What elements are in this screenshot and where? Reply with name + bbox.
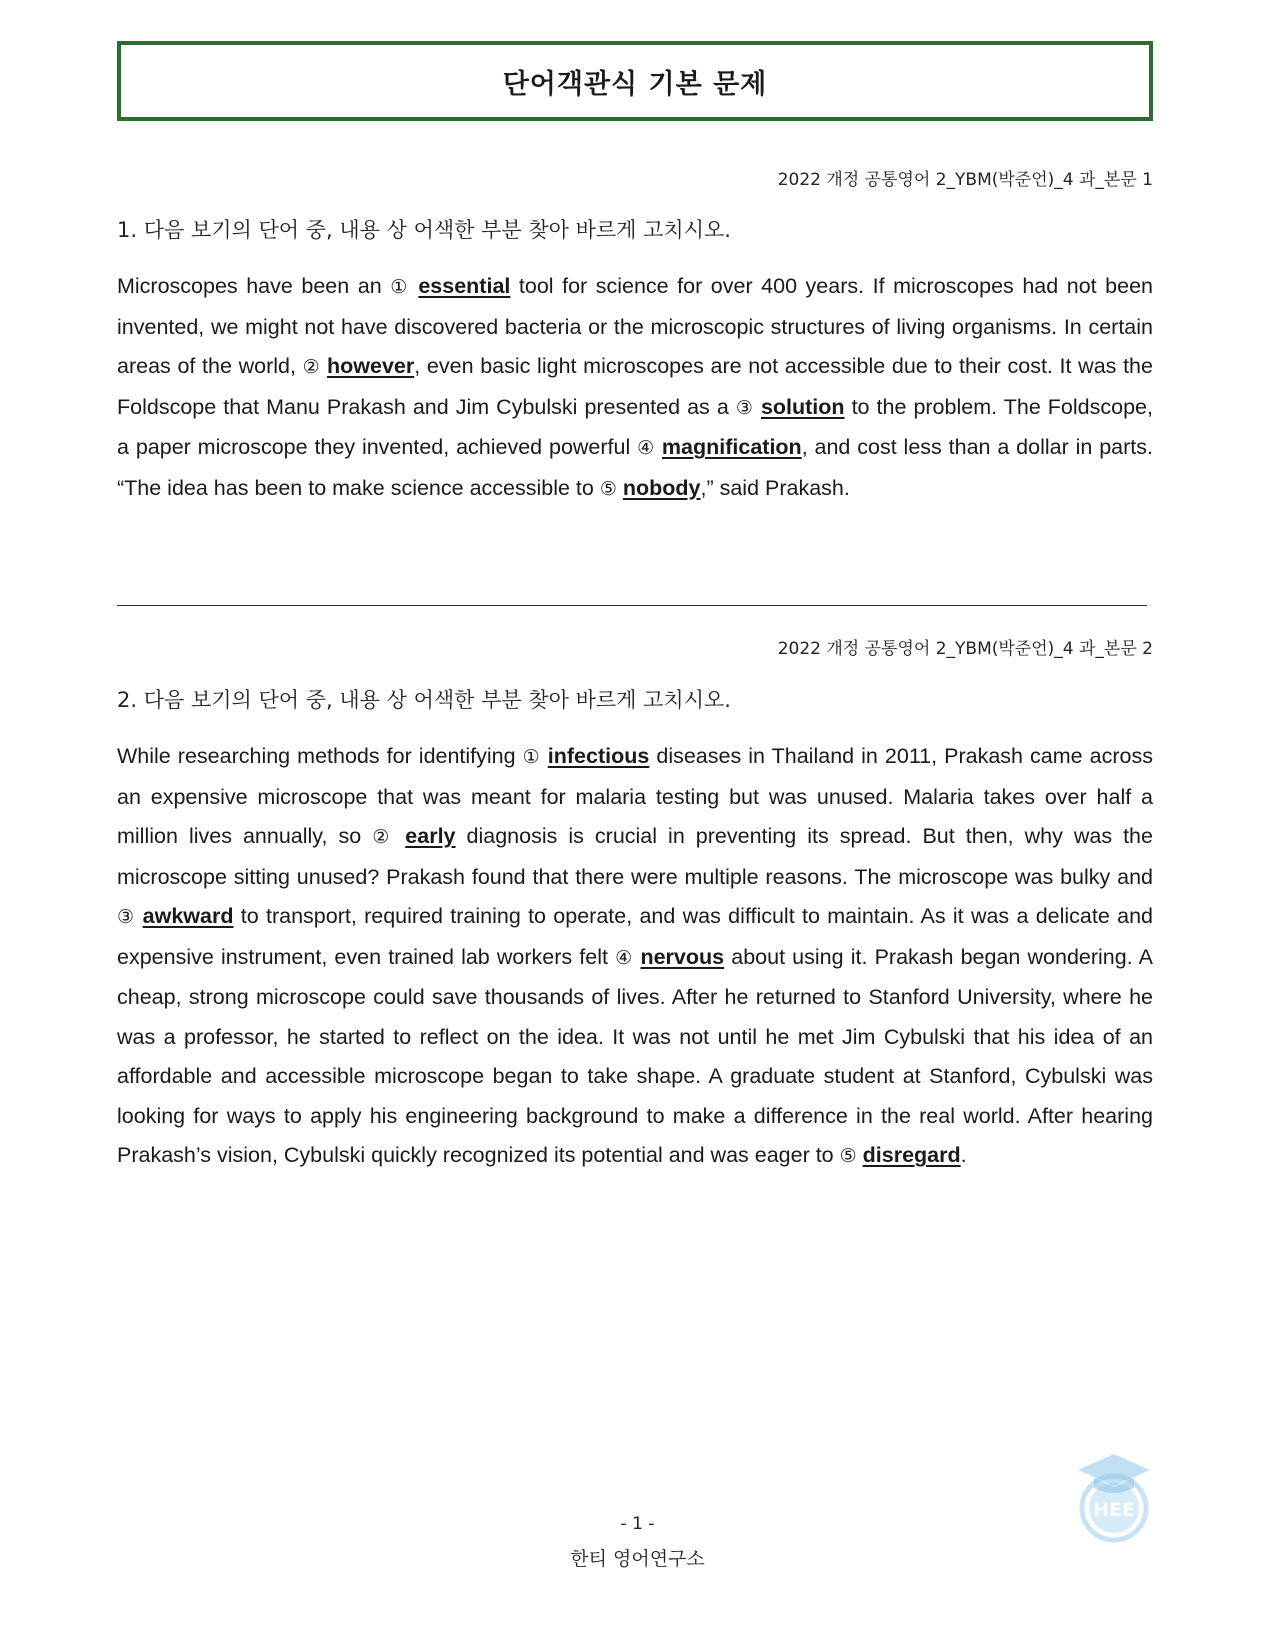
passage-text: , and cost less than a dollar in parts. “The idea has been to make science accessible to [117,435,1153,500]
question-2-prompt: 2. 다음 보기의 단어 중, 내용 상 어색한 부분 찾아 바르게 고치시오. [117,688,731,712]
choice-number: ③ [735,396,754,419]
choice-number: ② [302,356,321,378]
passage-text [135,904,142,928]
logo-text: HEE [1093,1499,1135,1521]
answer-choice-word: early [405,824,456,848]
question-1-source: 2022 개정 공통영어 2_YBM(박준언)_4 과_본문 1 [777,170,1153,190]
passage-text [655,435,662,459]
passage-text: diagnosis is crucial in preventing its spread. But then, why was the microscope sitting unused? Prakash found that there were multiple reasons. The microscope was bulky and [117,824,1153,889]
answer-choice-word: disregard [862,1143,961,1167]
question-1-prompt: 1. 다음 보기의 단어 중, 내용 상 어색한 부분 찾아 바르게 고치시오. [117,218,731,242]
section-divider [117,605,1147,606]
passage-text [541,744,548,768]
question-1-passage [117,267,1153,509]
passage-text: . [960,1143,967,1167]
answer-choice-word: infectious [547,744,650,768]
question-2-passage [117,737,1153,1177]
choice-number: ③ [117,906,136,928]
answer-choice-word: essential [418,274,511,298]
title-box [117,41,1153,121]
page-number: - 1 - [620,1514,655,1534]
passage-text: ,” said Prakash. [700,475,850,500]
passage-text: to the problem. The Foldscope, a paper microscope they invented, achieved powerful [117,394,1153,459]
choice-number: ① [522,746,541,768]
choice-number: ⑤ [839,1145,857,1167]
answer-choice-word: nobody [622,475,701,500]
passage-text: Microscopes have been an [117,274,391,298]
hee-logo [1074,1448,1154,1544]
choice-number: ⑤ [599,477,617,500]
answer-choice-word: magnification [661,435,802,459]
question-2-source: 2022 개정 공통영어 2_YBM(박준언)_4 과_본문 2 [777,639,1153,659]
footer-label: 한티 영어연구소 [570,1548,705,1570]
passage-text: , even basic light microscopes are not accessible due to their cost. It was the Foldscope that Manu Prakash and Jim Cybulski presented as a [117,354,1153,419]
passage-text: to transport, required training to operate, and was difficult to maintain. As it was a delicate and expensive instrument, even trained lab workers felt [117,904,1153,969]
passage-text [754,395,761,419]
passage-text: diseases in Thailand in 2011, Prakash came across an expensive microscope that was meant for malaria testing but was unused. Malaria takes over half a million lives annually, so [117,744,1153,848]
answer-choice-word: awkward [142,904,234,928]
passage-text [394,824,405,848]
passage-text: While researching methods for identifying [117,744,523,768]
choice-number: ① [390,276,410,298]
passage-text: tool for science for over 400 years. If microscopes had not been invented, we might not have discovered bacteria or the microscopic structures of living organisms. In certain areas of the world, [117,274,1153,378]
answer-choice-word: nervous [640,944,725,969]
choice-number: ② [372,826,395,848]
passage-text: about using it. Prakash began wondering. A cheap, strong microscope could save thousands of lives. After he returned to Stanford University, where he was a professor, he started to reflect on the idea. It was not until he met Jim Cybulski that his idea of an affordable and accessible microscope began to take shape. A graduate student at Stanford, Cybulski was looking for ways to apply his engineering background to make a difference in the real world. After hearing Prakash’s vision, Cybulski quickly recognized its potential and was eager to [117,944,1153,1167]
choice-number: ④ [615,946,634,969]
choice-number: ④ [637,437,656,459]
answer-choice-word: solution [760,394,845,419]
page-title: 단어객관식 기본 문제 [502,68,768,100]
answer-choice-word: however [327,354,415,378]
